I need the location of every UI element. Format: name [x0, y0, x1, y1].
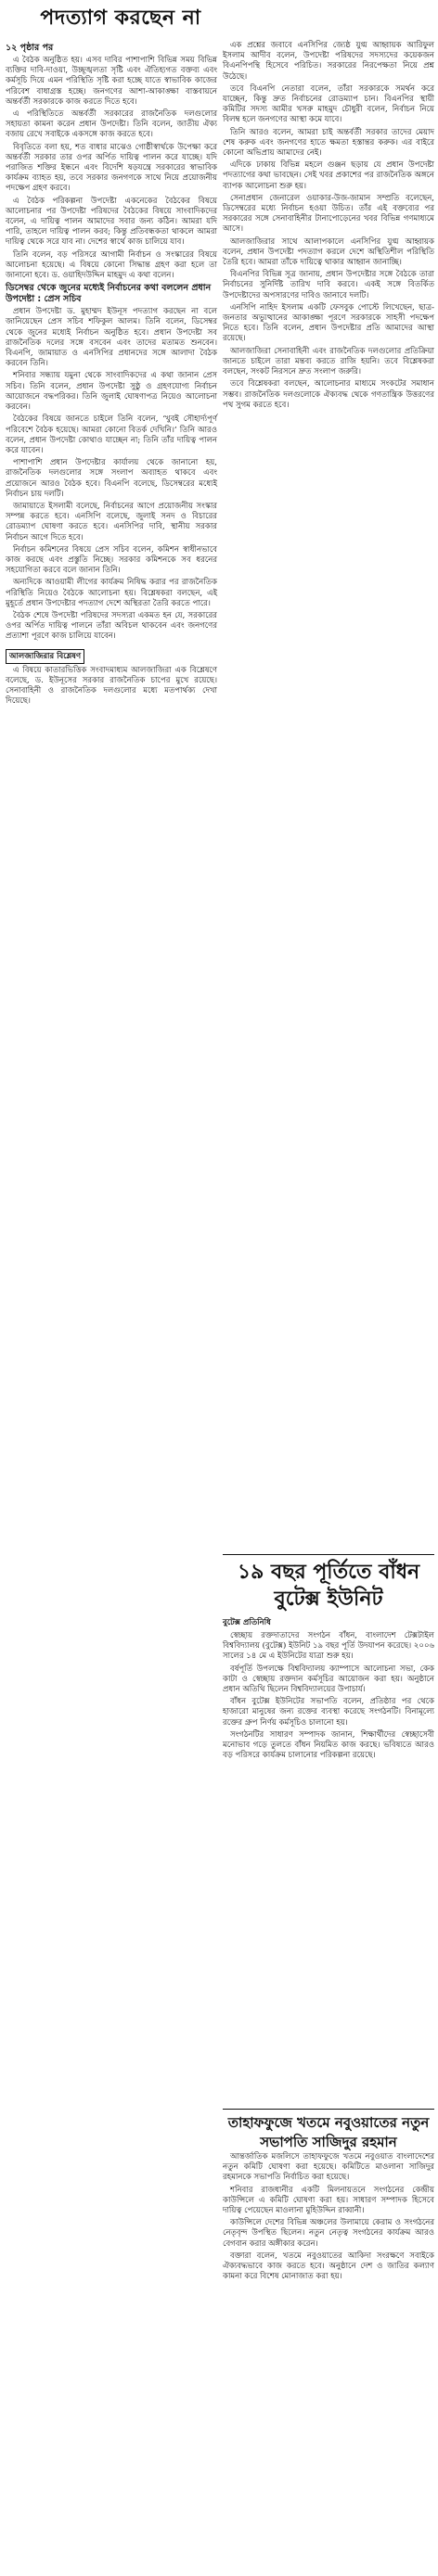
main-paragraph: তিনি আরও বলেন, আমরা চাই অন্তর্বর্তী সরকার তাদের মেয়াদ শেষ করুক এবং জনগণের হাতে ক্ষমতা হস্তান্তর করুক। এর বাইরে কোনো অভিপ্রায় আমাদের নেই। [223, 127, 434, 159]
story-divider [223, 1554, 434, 1555]
main-paragraph: নির্বাচন কমিশনের বিষয়ে প্রেস সচিব বলেন, কমিশন স্বাধীনভাবে কাজ করছে এবং প্রস্তুতি নিচ্ছে। সরকার কমিশনকে সব ধরনের সহযোগিতা করবে বলে জানান তিনি। [6, 544, 217, 576]
main-paragraph: এ বৈঠক পরিকল্পনা উপদেষ্টা একনেকের বৈঠকের বিষয়ে আলোচনার পর উপদেষ্টা পরিষদের বৈঠকের বিষয়ে সাংবাদিকদের বলেন, এ দায়িত্ব পালন আমাদের সবার জন্য কঠিন। আমরা যদি পারি, তাহলে দায়িত্ব পালন করব; কিন্তু প্রতিবন্ধকতা থাকলে আমরা দায়িত্ব থেকে সরে যাব না। দেশের স্বার্থে কাজ চালিয়ে যাব। [6, 196, 217, 248]
story-paragraph: শনিবার রাজধানীর একটি মিলনায়তনে সংগঠনের কেন্দ্রীয় কাউন্সিলে এ কমিটি ঘোষণা করা হয়। সাধারণ সম্পাদক হিসেবে দায়িত্ব পেয়েছেন মাওলানা মুহিউদ্দিন রাব্বানী। [223, 2185, 434, 2216]
main-paragraph: সেনাপ্রধান জেনারেল ওয়াকার-উজ-জামান সম্প্রতি বলেছেন, ডিসেম্বরের মধ্যে নির্বাচন হওয়া উচিত। তাঁর এই বক্তব্যের পর সরকারের সঙ্গে সেনাবাহিনীর টানাপোড়েনের খবর বিভিন্ন গণমাধ্যমে আসে। [223, 193, 434, 235]
story-divider [223, 2109, 434, 2110]
story-paragraph: সংগঠনটির সাধারণ সম্পাদক জানান, শিক্ষার্থীদের স্বেচ্ছাসেবী মনোভাব গড়ে তুলতে বাঁধন নিয়মিত কাজ করছে। ভবিষ্যতে আরও বড় পরিসরে কার্যক্রম চালানোর পরিকল্পনা রয়েছে। [223, 1729, 434, 1761]
main-paragraph: এনসিপি নাহিদ ইসলাম একটি ফেসবুক পোস্টে লিখেছেন, ছাত্র-জনতার অভ্যুত্থানের আকাঙ্ক্ষা পূরণে সরকারকে সাহসী পদক্ষেপ নিতে হবে। তিনি বলেন, প্রধান উপদেষ্টার প্রতি আমাদের আস্থা রয়েছে। [223, 302, 434, 344]
main-paragraph: প্রধান উপদেষ্টা ড. মুহাম্মদ ইউনূস পদত্যাগ করছেন না বলে জানিয়েছেন প্রেস সচিব শফিকুল আলম। তিনি বলেন, ডিসেম্বর থেকে জুনের মধ্যেই নির্বাচন অনুষ্ঠিত হবে। প্রধান উপদেষ্টা সব রাজনৈতিক দলের সঙ্গে বসবেন এবং তাদের মতামত শুনবেন। বিএনপি, জামায়াত ও এনসিপির প্রধানদের সঙ্গে আলাদা বৈঠক করবেন তিনি। [6, 307, 217, 369]
main-paragraph: বৈঠকের বিষয়ে জানতে চাইলে তিনি বলেন, ‘খুবই সৌহার্দ্যপূর্ণ পরিবেশে বৈঠক হয়েছে। আমরা কোনো বিতর্ক দেখিনি।’ তিনি আরও বলেন, প্রধান উপদেষ্টা কোথাও যাচ্ছেন না; তিনি তাঁর দায়িত্ব পালন করে যাবেন। [6, 414, 217, 455]
story-paragraph: স্বেচ্ছায় রক্তদাতাদের সংগঠন বাঁধন, বাংলাদেশ টেক্সটাইল বিশ্ববিদ্যালয় (বুটেক্স) ইউনিট ১৯ বছর পূর্তি উদযাপন করেছে। ২০০৬ সালের ১৪ মে এ ইউনিটের যাত্রা শুরু হয়। [223, 1631, 434, 1662]
main-paragraph: বিএনপির বিভিন্ন সূত্র জানায়, প্রধান উপদেষ্টার সঙ্গে বৈঠকে তারা নির্বাচনের সুনির্দিষ্ট তারিখ দাবি করবে। একই সঙ্গে বিতর্কিত উপদেষ্টাদের অপসারণের দাবিও জানাবে দলটি। [223, 270, 434, 300]
story-paragraph: আন্তর্জাতিক মজলিসে তাহাফফুজে খতমে নবুওয়াত বাংলাদেশের নতুন কমিটি ঘোষণা করা হয়েছে। কমিটিতে মাওলানা সাজিদুর রহমানকে সভাপতি নির্বাচিত করা হয়েছে। [223, 2152, 434, 2183]
main-paragraph: তিনি বলেন, বড় পরিসরে আগামী নির্বাচন ও সংস্কারের বিষয়ে আলোচনা হয়েছে। এ বিষয়ে কোনো সিদ্ধান্ত গ্রহণ করা হলে তা জানানো হবে। ড. ওয়াহিদউদ্দিন মাহমুদ এ কথা বলেন। [6, 249, 217, 281]
main-paragraph: এ বিষয়ে কাতারভিত্তিক সংবাদমাধ্যম আলজাজিরা এক বিশ্লেষণে বলেছে, ড. ইউনূসের সরকার রাজনৈতিক চাপের মুখে রয়েছে। সেনাবাহিনী ও রাজনৈতিক দলগুলোর মধ্যে মতপার্থক্য দেখা দিয়েছে। [6, 665, 217, 707]
story-paragraph: বাঁধন বুটেক্স ইউনিটের সভাপতি বলেন, প্রতিষ্ঠার পর থেকে হাজারো মানুষের জন্য রক্তের ব্যবস্থা করেছে সংগঠনটি। বিনামূল্যে রক্তের গ্রুপ নির্ণয় কর্মসূচিও চালানো হয়। [223, 1697, 434, 1728]
main-paragraph: পাশাপাশি প্রধান উপদেষ্টার কার্যালয় থেকে জানানো হয়, রাজনৈতিক দলগুলোর সঙ্গে সংলাপ অব্যাহত থাকবে এবং প্রয়োজনে আরও বৈঠক হবে। বিএনপি বলেছে, ডিসেম্বরের মধ্যেই নির্বাচন চায় দলটি। [6, 458, 217, 499]
story-bandhan [223, 1550, 434, 1763]
main-paragraph: এ পরিস্থিতিতে অন্তর্বর্তী সরকারের রাজনৈতিক দলগুলোর সহায়তা কামনা করেন প্রধান উপদেষ্টা। তিনি বলেন, জাতীয় ঐক্য বজায় রেখে সবাইকে একসঙ্গে কাজ করতে হবে। [6, 109, 217, 140]
main-headline: পদত্যাগ করছেন না [40, 6, 201, 30]
main-paragraph: শনিবার সন্ধ্যায় যমুনা থেকে সাংবাদিকদের এ কথা জানান প্রেস সচিব। তিনি বলেন, প্রধান উপদেষ্টা সুষ্ঠু ও গ্রহণযোগ্য নির্বাচন আয়োজনে বদ্ধপরিকর। তিনি জুলাই ঘোষণাপত্র নিয়েও আলোচনা করবেন। [6, 371, 217, 413]
main-subhead: ডিসেম্বর থেকে জুনের মধ্যেই নির্বাচনের কথা বললেন প্রধান উপদেষ্টা : প্রেস সচিব [6, 283, 212, 305]
main-paragraph: তবে বিএনপি নেতারা বলেন, তাঁরা সরকারকে সমর্থন করে যাচ্ছেন, কিন্তু দ্রুত নির্বাচনের রোডম্যাপ চান। বিএনপির স্থায়ী কমিটির সদস্য আমীর খসরু মাহমুদ চৌধুরী বলেন, নির্বাচন নিয়ে বিলম্ব হলে জনগণের আস্থা কমে যাবে। [223, 83, 434, 125]
main-paragraph: আলজাজিরার সাথে আলাপকালে এনসিপির যুগ্ম আহ্বায়ক বলেন, প্রধান উপদেষ্টা পদত্যাগ করলে দেশে অস্থিতিশীল পরিস্থিতি তৈরি হবে। আমরা তাঁকে দায়িত্বে থাকার আহ্বান জানাচ্ছি। [223, 236, 434, 268]
main-paragraph: এক প্রশ্নের জবাবে এনসিপির জ্যেষ্ঠ যুগ্ম আহ্বায়ক আরিফুল ইসলাম আদীব বলেন, উপদেষ্টা পরিষদের সদস্যদের কয়েকজন বিএনপিপন্থি হিসেবে পরিচিত। সরকারের নিরপেক্ষতা নিয়ে প্রশ্ন উঠেছে। [223, 41, 434, 82]
main-paragraph: বৈঠক শেষে উপদেষ্টা পরিষদের সদস্যরা একমত হন যে, সরকারের ওপর অর্পিত দায়িত্ব পালনে তাঁরা অবিচল থাকবেন এবং জনগণের প্রত্যাশা পূরণে কাজ চালিয়ে যাবেন। [6, 610, 217, 642]
story-headline: ১৯ বছর পূর্তিতে বাঁধন বুটেক্স ইউনিট [237, 1561, 420, 1611]
main-paragraph: তবে বিশ্লেষকরা বলছেন, আলোচনার মাধ্যমে সংকটের সমাধান সম্ভব। রাজনৈতিক দলগুলোকে ঐক্যবদ্ধ থেকে গণতান্ত্রিক উত্তরণের পথ সুগম করতে হবে। [223, 379, 434, 410]
main-paragraph: জামায়াতে ইসলামী বলেছে, নির্বাচনের আগে প্রয়োজনীয় সংস্কার সম্পন্ন করতে হবে। এনসিপি বলেছে, জুলাই সনদ ও বিচারের রোডম্যাপ ঘোষণা করতে হবে। এনসিপির দাবি, স্থানীয় সরকার নির্বাচন আগে দিতে হবে। [6, 501, 217, 542]
section-box-label: আলজাজিরার বিশ্লেষণ [6, 649, 84, 664]
continued-from-label: ১২ পৃষ্ঠার পর [6, 43, 54, 53]
main-story-left-column [6, 41, 217, 708]
main-paragraph: আলজাজিরা সেনাবাহিনী এবং রাজনৈতিক দলগুলোর প্রতিক্রিয়া জানতে চাইলে তারা মন্তব্য করতে রাজি হয়নি। তবে বিশ্লেষকরা বলছেন, সংকট নিরসনে দ্রুত সংলাপ জরুরি। [223, 346, 434, 377]
main-paragraph: অন্যদিকে আওয়ামী লীগের কার্যক্রম নিষিদ্ধ করার পর রাজনৈতিক পরিস্থিতি নিয়েও বৈঠকে আলোচনা হয়। বিশ্লেষকরা বলছেন, এই মুহূর্তে প্রধান উপদেষ্টার পদত্যাগ দেশে অস্থিরতা তৈরি করতে পারে। [6, 578, 217, 608]
main-paragraph: এ বৈঠক অনুষ্ঠিত হয়। এসব দাবির পাশাপাশি বিভিন্ন সময় বিভিন্ন ব্যক্তির দাবি-দাওয়া, উচ্ছৃঙ্খলতা সৃষ্টি এবং ঐতিহ্যগত বক্তব্য এবং কর্মসূচি দিয়ে এমন পরিস্থিতি সৃষ্টি করা হচ্ছে যাতে স্বাভাবিক কাজের পরিবেশ বাধাগ্রস্ত হচ্ছে। জনগণের আশা-আকাঙ্ক্ষা বাস্তবায়নে অন্তর্বর্তী সরকারকে কাজ করতে দিতে হবে। [6, 56, 217, 107]
story-headline: তাহাফফুজে খতমে নবুওয়াতের নতুন সভাপতি সাজিদুর রহমান [227, 2114, 430, 2150]
main-story-right-column [223, 41, 434, 413]
story-paragraph: কাউন্সিলে দেশের বিভিন্ন অঞ্চলের উলামায়ে কেরাম ও সংগঠনের নেতৃবৃন্দ উপস্থিত ছিলেন। নতুন নেতৃত্ব সংগঠনের কার্যক্রম আরও বেগবান করার অঙ্গীকার করেন। [223, 2218, 434, 2249]
story-byline: বুটেক্স প্রতিনিধি [223, 1618, 271, 1627]
story-paragraph: বক্তারা বলেন, খতমে নবুওয়াতের আকিদা সংরক্ষণে সবাইকে ঐক্যবদ্ধভাবে কাজ করতে হবে। অনুষ্ঠানে দেশ ও জাতির কল্যাণ কামনা করে বিশেষ মোনাজাত করা হয়। [223, 2251, 434, 2282]
main-paragraph: বিবৃতিতে বলা হয়, শত বাধার মাঝেও গোষ্ঠীস্বার্থকে উপেক্ষা করে অন্তর্বর্তী সরকার তার ওপর অর্পিত দায়িত্ব পালন করে যাচ্ছে। যদি পরাজিত শক্তির ইন্ধনে এবং বিদেশি ষড়যন্ত্রে সরকারের স্বাভাবিক কার্যক্রম ব্যাহত হয়, তবে সরকার জনগণকে সাথে নিয়ে প্রয়োজনীয় পদক্ষেপ গ্রহণ করবে। [6, 142, 217, 194]
story-khatme-nabuwat [223, 2105, 434, 2284]
main-paragraph: এদিকে ঢাকায় বিভিন্ন মহলে গুঞ্জন ছড়ায় যে প্রধান উপদেষ্টা পদত্যাগের কথা ভাবছেন। সেই খবর প্রকাশের পর রাজনৈতিক অঙ্গনে ব্যাপক আলোচনা শুরু হয়। [223, 160, 434, 191]
story-paragraph: বর্ষপূর্তি উপলক্ষে বিশ্ববিদ্যালয় ক্যাম্পাসে আলোচনা সভা, কেক কাটা ও স্বেচ্ছায় রক্তদান কর্মসূচির আয়োজন করা হয়। অনুষ্ঠানে প্রধান অতিথি ছিলেন বিশ্ববিদ্যালয়ের উপাচার্য। [223, 1664, 434, 1695]
